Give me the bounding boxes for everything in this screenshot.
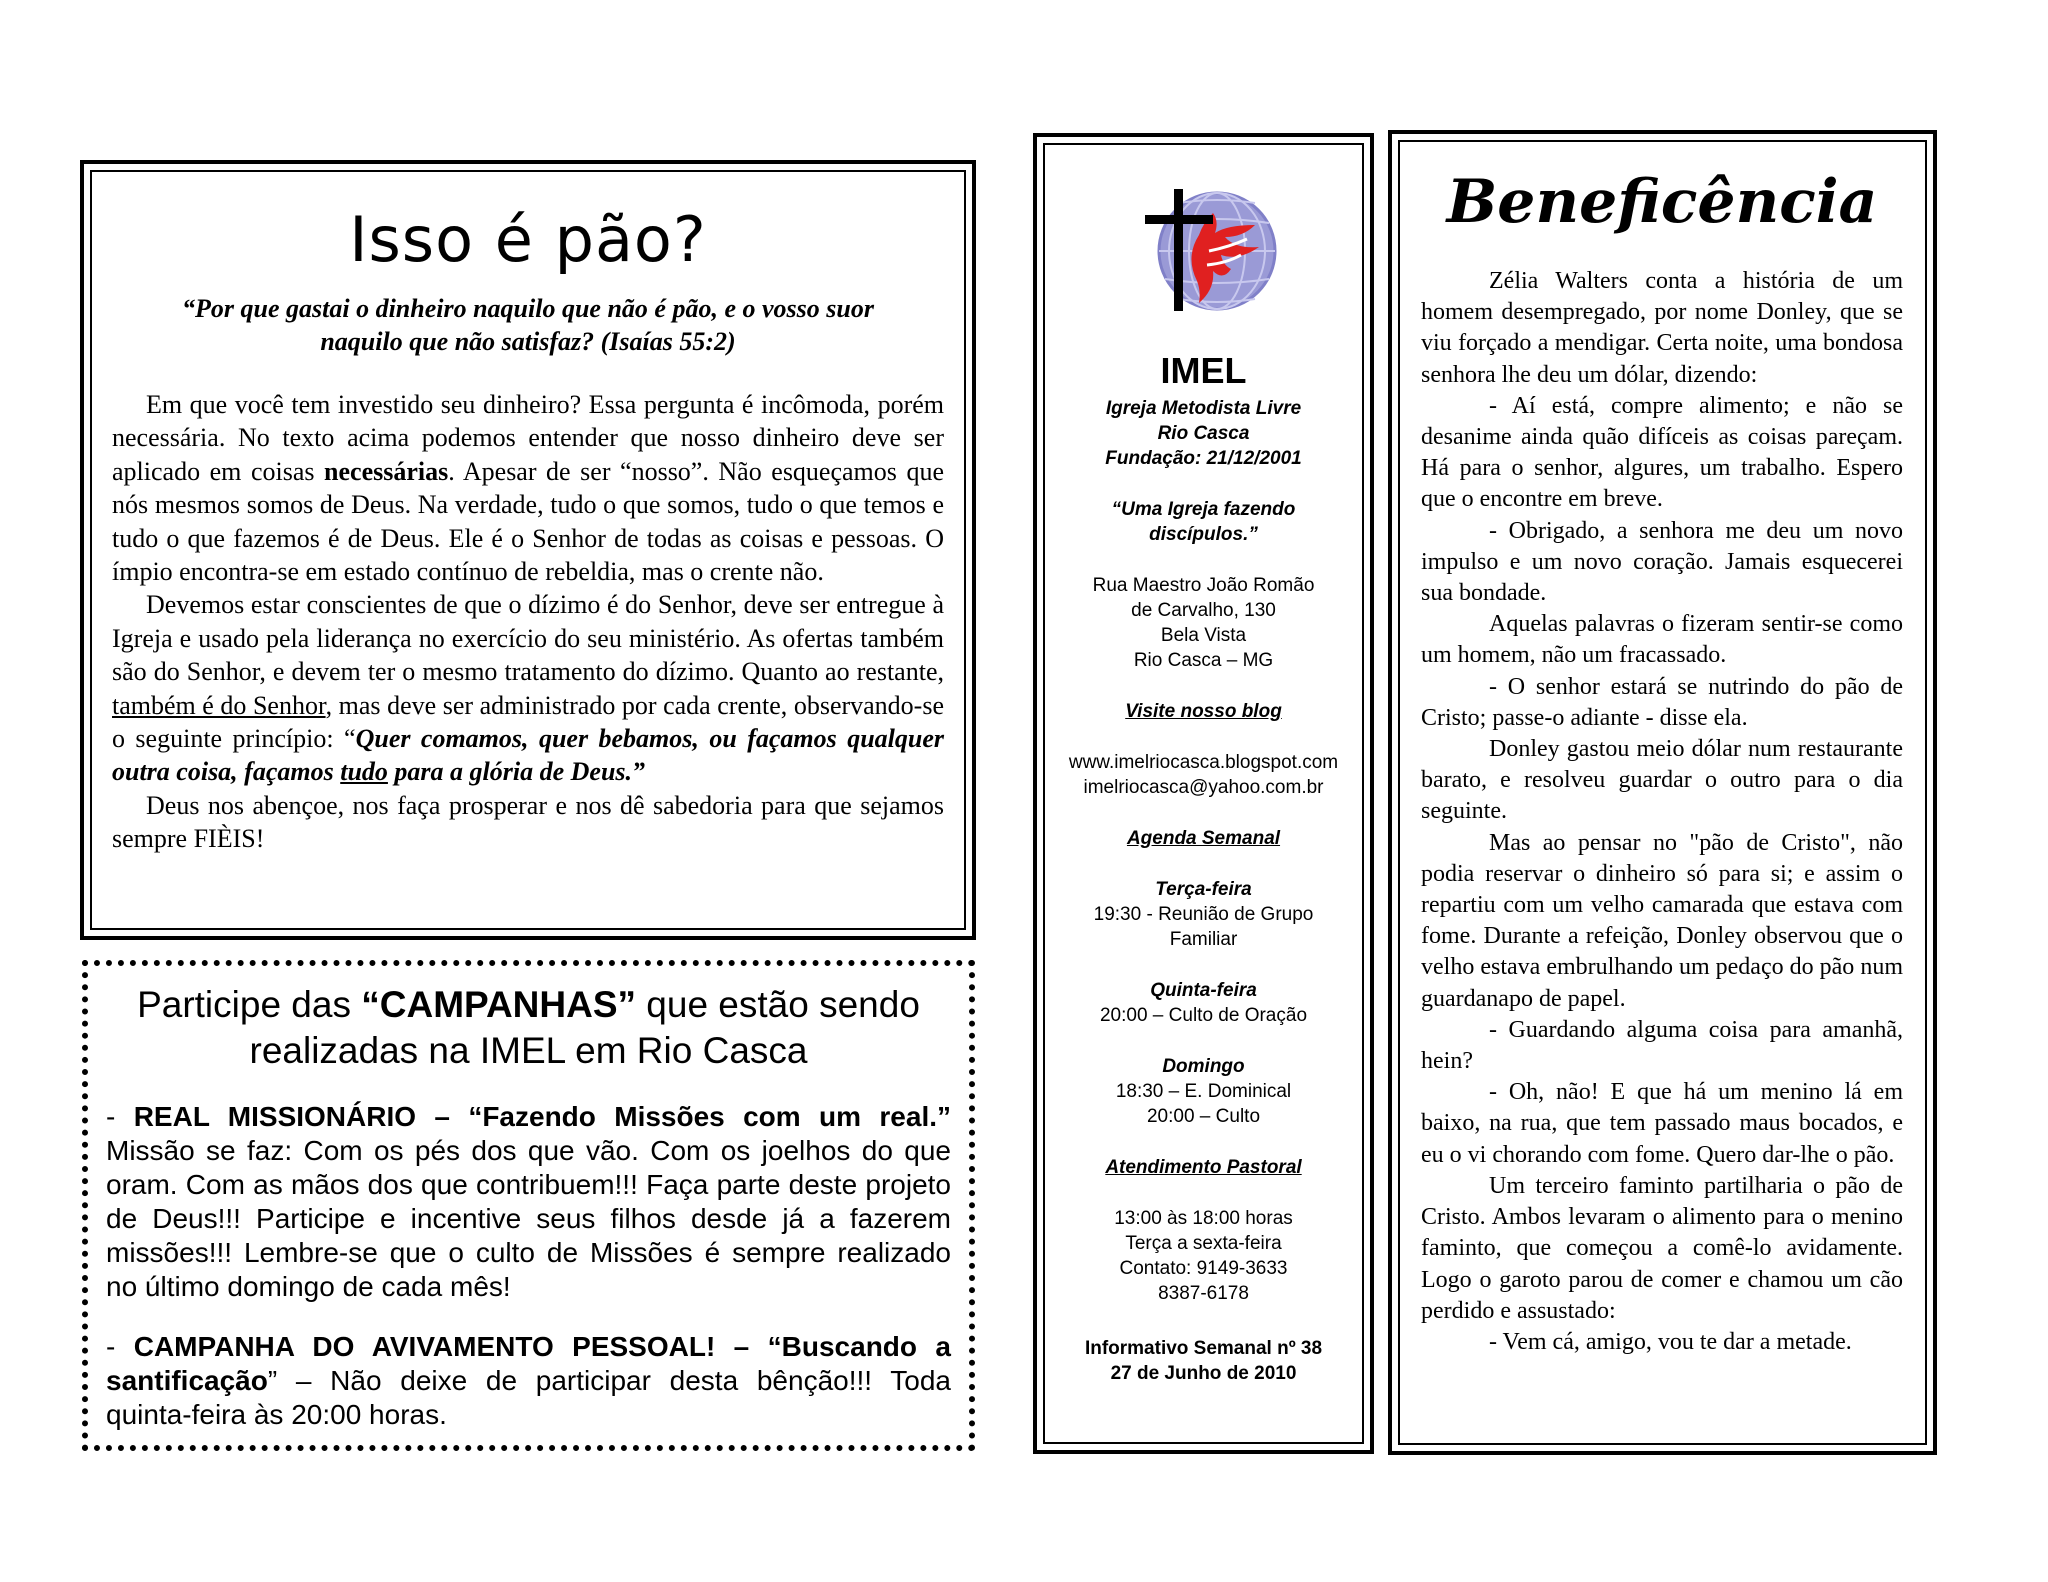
church-info-box [1033,133,1374,1454]
charity-body [1421,266,1903,1358]
church-address: Bela Vista [1160,625,1247,646]
pastoral-contact: 8387-6178 [1158,1283,1249,1304]
methodist-cross-flame-globe-icon [1139,185,1279,315]
charity-paragraph: - Oh, não! E que há um menino lá em baixo, na rua, que tem passado maus bocados, e eu o vi chorando com fome. Quero dar-lhe o pão. [1421,1079,1903,1168]
agenda-day-tuesday: Terça-feira [1155,879,1252,900]
article-underlined-text: também é do Senhor [112,690,326,720]
church-email[interactable]: imelriocasca@yahoo.com.br [1083,777,1324,798]
campaign-avivamento [106,1330,951,1432]
article-inner-frame [90,170,966,930]
article-bold-text: necessárias [324,456,449,486]
campaign-text: Missão se faz: Com os pés dos que vão. Com os joelhos do que oram. Com as mãos dos que contribuem!!! Faça parte deste projeto de Deus!!! Participe e incentive seus filhos desde já a fazerem missões!!! Lembre-se que o culto de Missões é sempre realizado no último domingo de cada mês! [106,1135,951,1302]
campaigns-title-text: que estão sendo realizadas na IMEL em Rio Casca [249,984,920,1071]
pastoral-heading: Atendimento Pastoral [1105,1157,1302,1178]
campaign-real-missionario [106,1100,951,1304]
agenda-item: 18:30 – E. Dominical [1115,1081,1292,1102]
campaigns-box [82,960,975,1451]
charity-paragraph: - Obrigado, a senhora me deu um novo impulso e um novo coração. Jamais esquecerei sua bondade. [1421,517,1903,607]
article-title: Isso é pão? [349,203,707,276]
issue-number: Informativo Semanal nº 38 [1084,1338,1323,1359]
agenda-heading: Agenda Semanal [1126,828,1281,849]
blog-heading: Visite nosso blog [1125,701,1282,722]
charity-paragraph: - O senhor estará se nutrindo do pão de Cristo; passe-o adiante - disse ela. [1421,673,1903,731]
charity-title: Beneficência [1446,167,1878,237]
charity-paragraph: Mas ao pensar no "pão de Cristo", não podia reservar o dinheiro só para si; e assim o repartiu com um velho camarada que estava com fome. Durante a refeição, Donley observou que o velho estava embrulhando um pedaço do pão num guardanapo de papel. [1421,829,1903,1012]
church-address: de Carvalho, 130 [1131,600,1276,621]
agenda-item: 19:30 - Reunião de Grupo [1093,904,1314,925]
church-details [1045,350,1362,1386]
agenda-day-sunday: Domingo [1162,1056,1245,1077]
charity-paragraph: - Vem cá, amigo, vou te dar a metade. [1489,1328,1852,1355]
charity-paragraph: Zélia Walters conta a história de um homem desempregado, por nome Donley, que se viu forçado a mendigar. Certa noite, uma bondosa senhora lhe deu um dólar, dizendo: [1421,268,1903,388]
article-text: . Apesar de ser “nosso”. Não esqueçamos que nós mesmos somos de Deus. Na verdade, tudo o que somos, tudo o que temos e tudo o que fazemos é de Deus. Ele é o Senhor de todas as coisas e pessoas. O ímpio encontra-se em estado contínuo de rebeldia, mas o crente não. [112,456,944,587]
agenda-item: Familiar [1169,929,1238,950]
blog-url[interactable]: www.imelriocasca.blogspot.com [1068,752,1339,773]
church-name: IMEL [1160,350,1247,391]
pastoral-contact: Contato: 9149-3633 [1119,1258,1288,1279]
campaign-dash: - [106,1101,134,1132]
charity-paragraph: - Aí está, compre alimento; e não se desanime ainda quão difíceis as coisas pareçam. Há para o senhor, algures, um trabalho. Espero que o encontre em breve. [1421,392,1903,513]
pastoral-days: Terça a sexta-feira [1125,1233,1282,1254]
article-text: , mas deve ser administrado por cada crente, observando-se o seguinte princípio: “ [112,690,944,754]
campaigns-title-text: Participe das [137,984,362,1025]
bible-quote: Quer comamos, quer bebamos, ou façamos qualquer outra coisa, façamos [112,724,944,787]
church-founded: Fundação: 21/12/2001 [1105,448,1302,469]
article-body [112,388,944,856]
article-box [80,160,976,940]
church-address: Rio Casca – MG [1133,650,1274,671]
agenda-item: 20:00 – Culto de Oração [1099,1005,1308,1026]
church-full-name: Igreja Metodista Livre [1105,398,1302,419]
issue-date: 27 de Junho de 2010 [1110,1363,1297,1384]
article-verse: “Por que gastai o dinheiro naquilo que não é pão, e o vosso suor naquilo que não satisfaz? (Isaías 55:2) [182,294,874,356]
charity-paragraph: Aquelas palavras o fizeram sentir-se como um homem, não um fracassado. [1421,611,1903,669]
church-address: Rua Maestro João Romão [1092,575,1315,596]
church-motto: “Uma Igreja fazendo [1111,499,1296,520]
charity-paragraph: Donley gastou meio dólar num restaurante barato, e resolveu guardar o outro para o dia seguinte. [1421,736,1903,825]
church-info-inner-frame [1043,143,1364,1444]
charity-inner-frame [1398,140,1927,1445]
article-paragraph-1 [112,388,944,588]
campaign-dash: - [106,1331,134,1362]
agenda-day-thursday: Quinta-feira [1150,980,1257,1001]
article-text: Em que você tem investido seu dinheiro? Essa pergunta é incômoda, porém necessária. No texto acima podemos entender que nosso dinheiro deve ser aplicado em coisas [112,390,944,486]
article-paragraph-3: Deus nos abençoe, nos faça prosperar e nos dê sabedoria para que sejamos sempre FIÈIS! [112,790,944,854]
campaign-heading: REAL MISSIONÁRIO – “Fazendo Missões com um real.” [133,1101,952,1132]
article-text: Devemos estar conscientes de que o dízimo é do Senhor, deve ser entregue à Igreja e usado pela liderança no exercício do seu ministério. As ofertas também são do Senhor, e devem ter o mesmo tratamento do dízimo. Quanto ao restante, [112,590,944,687]
charity-box [1388,130,1937,1455]
bible-quote: para a glória de Deus.” [387,757,646,787]
church-motto: discípulos.” [1149,524,1258,545]
charity-paragraph: - Guardando alguma coisa para amanhã, hein? [1421,1016,1903,1075]
campaigns-title [106,982,951,1074]
campaigns-title-bold: “CAMPANHAS” [361,984,637,1025]
charity-paragraph: Um terceiro faminto partilharia o pão de Cristo. Ambos levaram o alimento para o menino faminto, que começou a comê-lo avidamente. Logo o garoto parou de comer e chamou um cão perdido e assustado: [1421,1172,1903,1324]
bible-quote-underlined: tudo [340,757,388,787]
article-paragraph-2 [112,588,944,788]
campaign-text: ” – Não deixe de participar desta bênção!!! Toda quinta-feira às 20:00 horas. [106,1365,951,1430]
campaign-heading: CAMPANHA DO AVIVAMENTO PESSOAL! – “Buscando a santificação [106,1331,951,1396]
church-city: Rio Casca [1157,423,1250,444]
pastoral-hours: 13:00 às 18:00 horas [1114,1208,1293,1229]
agenda-item: 20:00 – Culto [1146,1106,1261,1127]
